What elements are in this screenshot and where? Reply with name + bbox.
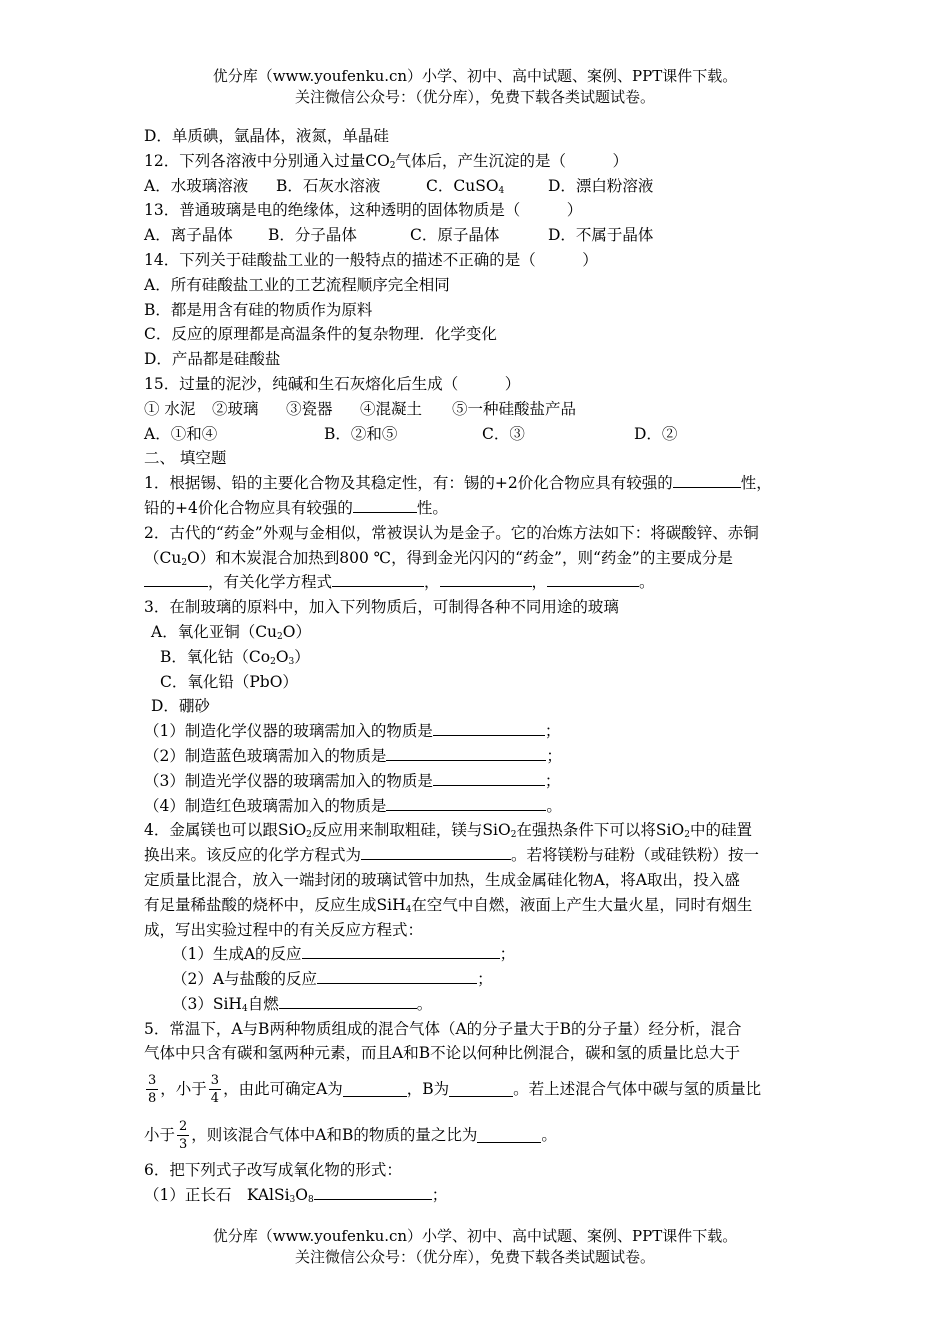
q12-option-b: B．石灰水溶液 [276, 176, 381, 195]
f2-line-3: ，有关化学方程式 ， ， 。 [144, 570, 814, 595]
q11-option-d: D．单质碘，氩晶体，液氮，单晶硅 [144, 127, 389, 145]
f3-blank-2[interactable] [386, 745, 546, 761]
q12-options [144, 174, 814, 199]
f4-line-4: 有足量稀盐酸的烧杯中，反应生成SiH$_4$在空气中自燃，液面上产生大量火星，同时有烟生 [144, 895, 753, 915]
f2-blank-4[interactable] [547, 571, 639, 587]
page-header [0, 66, 950, 108]
f4-sub-3: （3）SiH$_4$自燃 。 [172, 994, 433, 1014]
footer-line-1: 优分库（www.youfenku.cn）小学、初中、高中试题、案例、PPT课件下载。 [212, 1227, 738, 1245]
f1-line-1: 1．根据锡、铅的主要化合物及其稳定性，有：锡的+2价化合物应具有较强的 性， [144, 474, 772, 493]
q15-item-3: ③瓷器 [286, 399, 333, 418]
f2-blank-2[interactable] [332, 571, 424, 587]
f6-stem: 6．把下列式子改写成氧化物的形式： [144, 1161, 402, 1180]
f2-line-2: $(Cu_2O)$和木炭混合加热到800 ℃，得到金光闪闪的“药金”，则“药金”的主要成分是 [144, 548, 733, 568]
q12-option-a: A．水玻璃溶液 [144, 176, 249, 195]
f3-sub-3: （3）制造光学仪器的玻璃需加入的物质是 ； [144, 771, 561, 790]
fraction-3-4: $\frac{3}{4}$ [210, 1072, 220, 1106]
header-line-2: 关注微信公众号：（优分库），免费下载各类试题试卷。 [294, 88, 655, 106]
f1-blank-1[interactable] [673, 472, 741, 488]
f3-blank-3[interactable] [433, 770, 545, 786]
f5-blank-b[interactable] [449, 1081, 513, 1097]
f4-sub-1: （1）生成A的反应 ； [172, 945, 516, 964]
q13-option-a: A．离子晶体 [144, 226, 233, 245]
q15-items [144, 397, 814, 422]
q15-option-c: C．③ [482, 424, 525, 443]
q14-stem: 14．下列关于硅酸盐工业的一般特点的描述不正确的是（ ） [144, 250, 598, 269]
f3-option-a: A．氧化亚铜$(Cu_2O)$ [151, 622, 311, 642]
q13-option-b: B．分子晶体 [268, 226, 357, 245]
q15-stem: 15．过量的泥沙，纯碱和生石灰熔化后生成（ ） [144, 374, 521, 393]
f4-blank-equation[interactable] [361, 844, 511, 860]
f3-sub-2: （2）制造蓝色玻璃需加入的物质是 ； [144, 746, 562, 765]
q12-option-d: D．漂白粉溶液 [548, 176, 654, 195]
q15-options [144, 422, 814, 447]
document-body [144, 124, 814, 1208]
f3-sub-1: （1）制造化学仪器的玻璃需加入的物质是 ； [144, 722, 561, 741]
f3-option-b: B．氧化钴$(Co_2O_3)$ [160, 647, 310, 667]
f1-line-2: 铅的+4价化合物应具有较强的 性。 [144, 498, 448, 517]
f4-blank-1[interactable] [302, 943, 500, 959]
q14-option-d: D．产品都是硅酸盐 [144, 350, 281, 369]
q14-option-b: B．都是用含有硅的物质作为原料 [144, 300, 373, 319]
page-footer [0, 1226, 950, 1268]
f4-blank-3[interactable] [279, 993, 417, 1009]
f2-line-1: 2．古代的“药金”外观与金相似，常被误认为是金子。它的冶炼方法如下：将碳酸锌、赤铜 [144, 523, 759, 542]
q15-item-1: ① 水泥 [144, 399, 196, 418]
f5-blank-a[interactable] [343, 1081, 407, 1097]
f3-option-d: D．硼砂 [151, 697, 210, 716]
f3-option-c: C．氧化铅（PbO） [160, 672, 298, 691]
q15-item-2: ②玻璃 [212, 399, 259, 418]
f4-line-5: 成，写出实验过程中的有关反应方程式： [144, 920, 424, 939]
f4-line-3: 定质量比混合，放入一端封闭的玻璃试管中加热，生成金属硅化物A，将A取出，投入盛 [144, 870, 740, 889]
footer-line-2: 关注微信公众号：（优分库），免费下载各类试题试卷。 [294, 1248, 655, 1266]
fraction-2-3: $\frac{2}{3}$ [179, 1118, 188, 1152]
f2-blank-3[interactable] [440, 571, 532, 587]
q15-option-d: D．② [634, 424, 678, 443]
q13-stem: 13．普通玻璃是电的绝缘体，这种透明的固体物质是（ ） [144, 201, 583, 220]
q12-stem: 12．下列各溶液中分别通入过量$CO_2$气体后，产生沉淀的是（ ） [144, 151, 629, 171]
f4-sub-2: （2）A与盐酸的反应 ； [172, 970, 493, 989]
f5-blank-ratio[interactable] [477, 1127, 541, 1143]
q13-option-d: D．不属于晶体 [548, 226, 654, 245]
q15-option-b: B．②和⑤ [324, 424, 398, 443]
f6-blank-1[interactable] [314, 1184, 432, 1200]
section-title: 二、 填空题 [144, 449, 227, 468]
f3-stem: 3．在制玻璃的原料中，加入下列物质后，可制得各种不同用途的玻璃 [144, 598, 619, 617]
f4-line-2: 换出来。该反应的化学方程式为 。若将镁粉与硅粉（或硅铁粉）按一 [144, 846, 760, 865]
f6-sub-1: （1）正长石 $KAlSi_3O_8$ ； [144, 1186, 448, 1206]
q13-options [144, 223, 814, 248]
q14-option-c: C．反应的原理都是高温条件的复杂物理．化学变化 [144, 325, 497, 344]
f2-blank-1[interactable] [144, 571, 208, 587]
f3-sub-4: （4）制造红色玻璃需加入的物质是 。 [144, 796, 562, 815]
f5-line-3: $\frac{3}{8}$ ，小于 $\frac{3}{4}$ ，由此可确定A为 ，B为 。若上述混合气体中碳与氢的质量比 [148, 1072, 762, 1106]
f4-blank-2[interactable] [317, 968, 477, 984]
fraction-3-8: $\frac{3}{8}$ [148, 1072, 157, 1106]
f5-line-1: 5．常温下，A与B两种物质组成的混合气体（A的分子量大于B的分子量）经分析，混合 [144, 1019, 742, 1038]
q15-item-5: ⑤一种硅酸盐产品 [452, 399, 577, 418]
q15-option-a: A．①和④ [144, 424, 218, 443]
q12-option-c: C．CuSO$_4$ [426, 176, 505, 196]
f3-blank-4[interactable] [386, 795, 546, 811]
header-line-1: 优分库（www.youfenku.cn）小学、初中、高中试题、案例、PPT课件下载。 [212, 67, 738, 85]
f5-line-4: 小于 $\frac{2}{3}$ ，则该混合气体中A和B的物质的量之比为 。 [144, 1118, 557, 1152]
f3-blank-1[interactable] [433, 720, 545, 736]
f1-blank-2[interactable] [353, 497, 417, 513]
q14-option-a: A．所有硅酸盐工业的工艺流程顺序完全相同 [144, 275, 450, 294]
q13-option-c: C．原子晶体 [410, 226, 500, 245]
f5-line-2: 气体中只含有碳和氢两种元素，而且A和B不论以何种比例混合，碳和氢的质量比总大于 [144, 1044, 741, 1063]
q15-item-4: ④混凝土 [360, 399, 423, 418]
f4-line-1: 4．金属镁也可以跟SiO$_2$反应用来制取粗硅，镁与SiO$_2$在强热条件下可以将SiO$_2$中的硅置 [144, 821, 752, 841]
